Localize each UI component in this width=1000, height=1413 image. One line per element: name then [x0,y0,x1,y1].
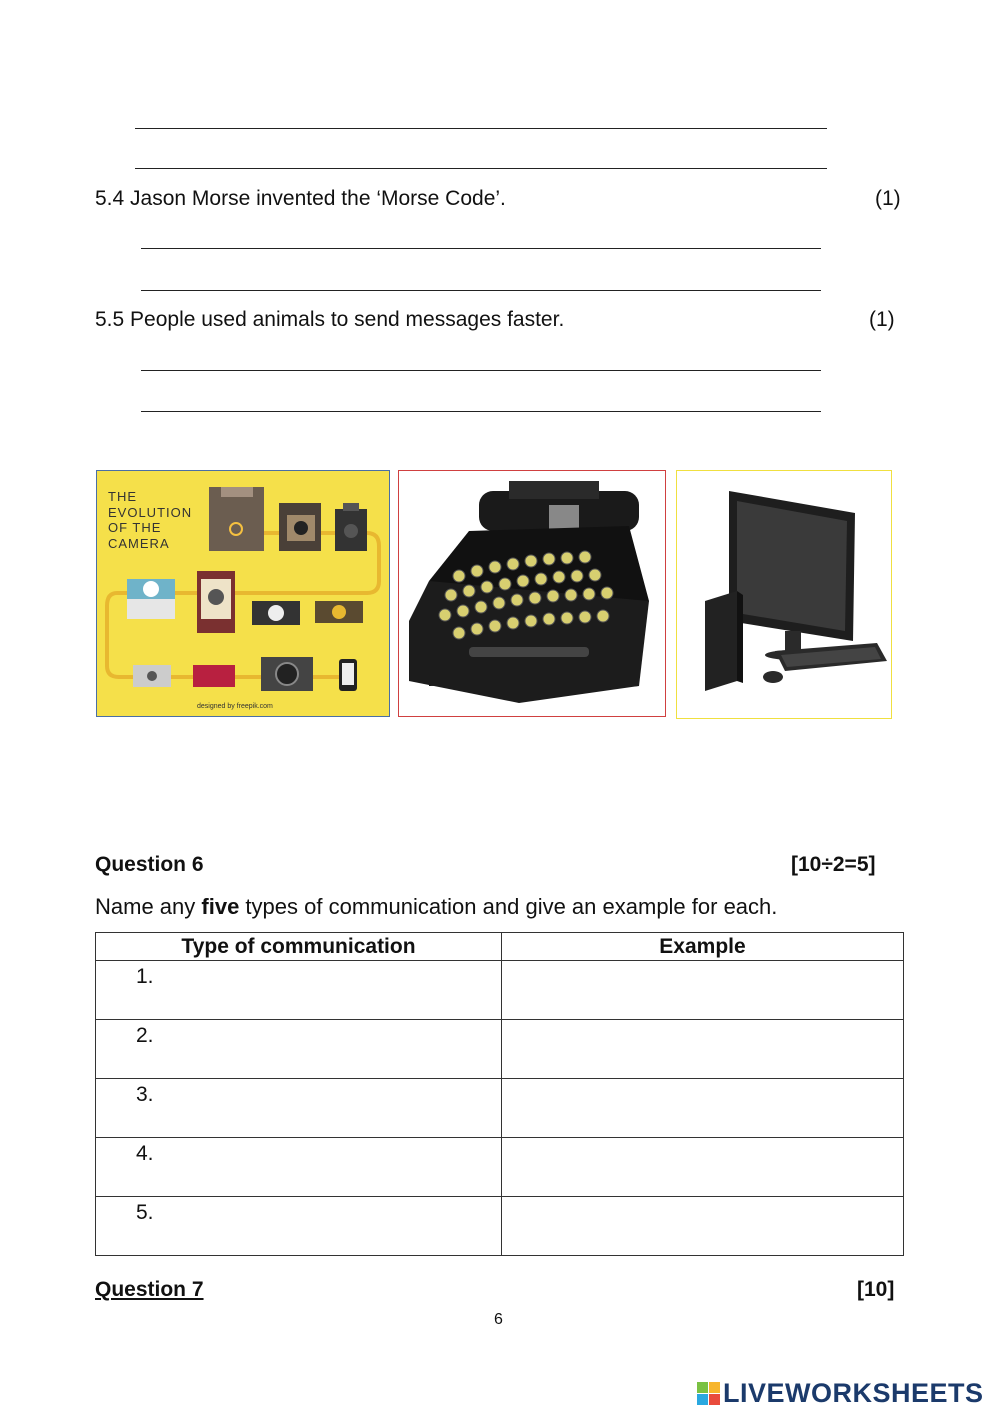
example-cell[interactable] [502,961,904,1020]
type-cell[interactable]: 5. [96,1197,502,1256]
camera-title-line: OF THE [108,520,162,535]
column-header-example: Example [502,933,904,961]
answer-line[interactable] [141,370,821,371]
table-header-row [96,933,904,961]
table-row [96,1138,904,1197]
type-cell[interactable]: 4. [96,1138,502,1197]
table-row [96,1197,904,1256]
computer-image [676,470,892,719]
camera-title-line: CAMERA [108,535,170,551]
question-6-heading: Question 6 [95,853,204,876]
liveworksheets-logo-icon [697,1380,721,1408]
question-5-5: 5.5 People used animals to send messages faster. [95,308,565,331]
image-credit: designed by freepik.com [197,703,273,710]
answer-line[interactable] [141,248,821,249]
instruction-text: Name any [95,894,202,919]
camera-icons [97,471,390,717]
question-6-marks: [10÷2=5] [791,853,876,876]
example-cell[interactable] [502,1197,904,1256]
type-cell[interactable]: 2. [96,1020,502,1079]
question-7-heading: Question 7 [95,1278,204,1301]
question-5-4: 5.4 Jason Morse invented the ‘Morse Code’. [95,187,506,210]
answer-line[interactable] [135,168,827,169]
camera-title-line: THE [108,489,137,504]
camera-evolution-image [96,470,390,717]
example-cell[interactable] [502,1138,904,1197]
typewriter-image [398,470,666,717]
table-row [96,1079,904,1138]
typewriter-illustration [399,471,666,717]
page-number: 6 [494,1311,503,1328]
communication-table [95,932,904,1256]
answer-line[interactable] [135,128,827,129]
question-5-4-marks: (1) [875,187,901,210]
question-5-5-marks: (1) [869,308,895,331]
type-cell[interactable]: 1. [96,961,502,1020]
camera-title-line: EVOLUTION [108,504,193,520]
table-row [96,1020,904,1079]
question-7-marks: [10] [857,1278,895,1301]
example-cell[interactable] [502,1020,904,1079]
column-header-type: Type of communication [96,933,502,961]
computer-illustration [677,471,892,719]
question-6-instruction [95,894,777,920]
brand-name: LIVEWORKSHEETS [723,1378,984,1408]
table-row [96,961,904,1020]
type-cell[interactable]: 3. [96,1079,502,1138]
answer-line[interactable] [141,290,821,291]
instruction-emphasis: five [201,894,240,919]
instruction-text: types of communication and give an example for each. [239,894,778,919]
example-cell[interactable] [502,1079,904,1138]
liveworksheets-logo [697,1378,984,1409]
answer-line[interactable] [141,411,821,412]
